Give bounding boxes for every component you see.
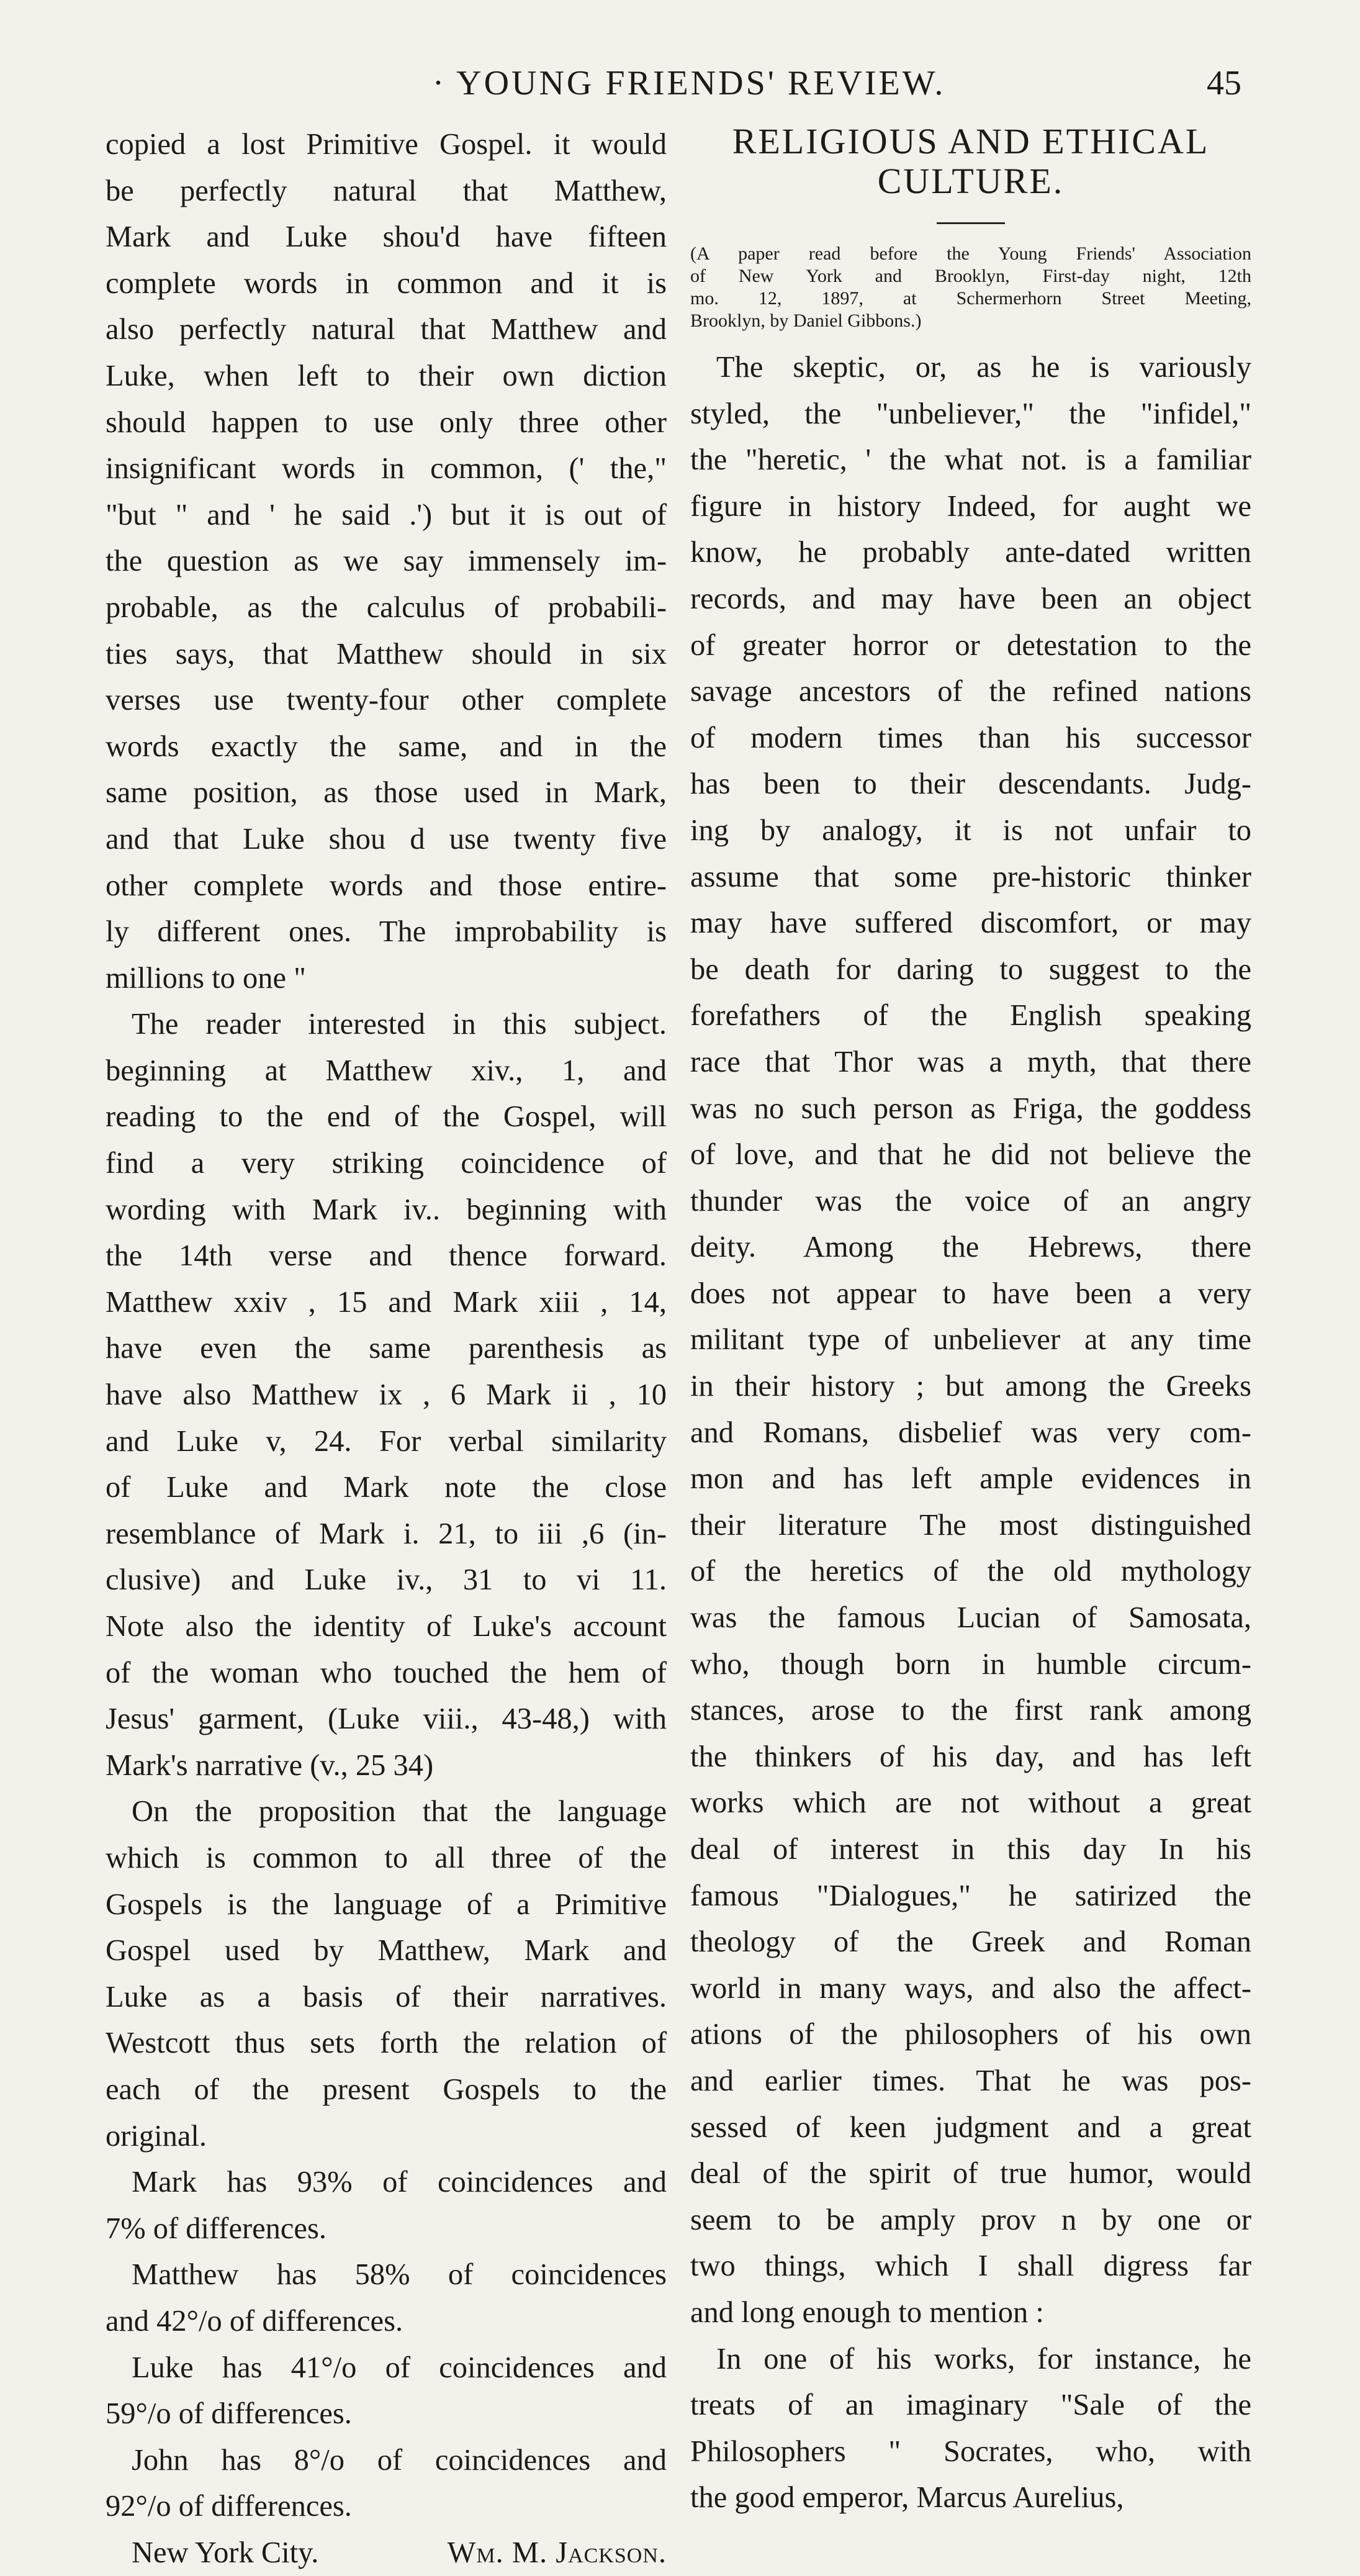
text-line: 92°/o of differences. [106, 2490, 352, 2523]
text-line: theology of the Greek and Roman [690, 1925, 1251, 1959]
journal-title: · YOUNG FRIENDS' REVIEW. [432, 64, 946, 102]
text-line: and Luke v, 24. For verbal similarity [106, 1424, 667, 1458]
right-column [690, 122, 1251, 2521]
text-line: 7% of differences. [106, 2212, 326, 2245]
text-line: In one of his works, for instance, he [716, 2342, 1251, 2375]
text-line: and long enough to mention : [690, 2295, 1044, 2329]
text-line: Luke, when left to their own diction [106, 359, 667, 392]
text-line: does not appear to have been a very [690, 1277, 1251, 1310]
text-line: The reader interested in this subject. [132, 1008, 667, 1041]
text-line: was no such person as Friga, the goddess [690, 1091, 1251, 1125]
text-line: 59°/o of differences. [106, 2397, 352, 2431]
paragraph [106, 2438, 667, 2530]
text-line: world in many ways, and also the affect- [690, 1971, 1251, 2005]
text-line: may have suffered discomfort, or may [690, 906, 1251, 940]
text-line: mon and has left ample evidences in [690, 1462, 1251, 1496]
text-line: Mark has 93% of coincidences and [132, 2166, 667, 2199]
text-line: famous "Dialogues," he satirized the [690, 1879, 1251, 1912]
text-line: clusive) and Luke iv., 31 to vi 11. [106, 1563, 667, 1597]
text-line: sessed of keen judgment and a great [690, 2110, 1251, 2144]
text-line: and Romans, disbelief was very com- [690, 1416, 1251, 1449]
paragraph [106, 122, 667, 1001]
text-line: each of the present Gospels to the [106, 2072, 667, 2106]
text-line: of the woman who touched the hem of [106, 1656, 667, 1689]
text-line: The skeptic, or, as he is variously [716, 351, 1251, 384]
text-line: verses use twenty-four other complete [106, 684, 667, 717]
text-line: of modern times than his successor [690, 721, 1251, 754]
text-line: records, and may have been an object [690, 582, 1251, 615]
right-column-body [690, 345, 1251, 2521]
article-title [690, 122, 1251, 201]
text-line: Matthew has 58% of coincidences [132, 2258, 667, 2292]
text-line: the thinkers of his day, and has left [690, 1740, 1251, 1773]
text-line: assume that some pre-historic thinker [690, 860, 1251, 893]
text-line: of the heretics of the old mythology [690, 1555, 1251, 1588]
text-line: forefathers of the English speaking [690, 999, 1251, 1033]
text-line: ing by analogy, it is not unfair to [690, 813, 1251, 847]
text-line: thunder was the voice of an angry [690, 1184, 1251, 1218]
text-line: works which are not without a great [690, 1786, 1251, 1820]
text-line: "but " and ' he said .') but it is out of [106, 498, 667, 531]
text-line: who, though born in humble circum- [690, 1647, 1251, 1681]
left-column [106, 122, 667, 2576]
signature-author: Wm. M. Jackson. [447, 2536, 667, 2569]
text-line: Mark and Luke shou'd have fifteen [106, 220, 667, 254]
text-line: in their history ; but among the Greeks [690, 1370, 1251, 1403]
text-line: wording with Mark iv.. beginning with [106, 1193, 667, 1226]
text-line: and 42°/o of differences. [106, 2304, 403, 2338]
text-line: same position, as those used in Mark, [106, 776, 667, 810]
text-line: Westcott thus sets forth the relation of [106, 2027, 667, 2060]
text-line: Note also the identity of Luke's account [106, 1610, 667, 1643]
paragraph [690, 2336, 1251, 2521]
text-line: two things, which I shall digress far [690, 2249, 1251, 2283]
note-line: (A paper read before the Young Friends' Association [690, 243, 1251, 264]
text-line: have even the same parenthesis as [106, 1332, 667, 1365]
note-line: of New York and Brooklyn, First-day night, 12th [690, 266, 1251, 286]
title-divider [937, 222, 1005, 224]
text-line: original. [106, 2119, 207, 2153]
paragraph [106, 2252, 667, 2344]
paragraph [106, 1001, 667, 1789]
text-line: words exactly the same, and in the [106, 730, 667, 763]
signature-line [106, 2530, 667, 2576]
paragraph [106, 2159, 667, 2252]
text-line: Luke has 41°/o of coincidences and [132, 2351, 667, 2384]
text-line: should happen to use only three other [106, 405, 667, 439]
text-line: resemblance of Mark i. 21, to iii ,6 (in- [106, 1517, 667, 1550]
text-line: Philosophers " Socrates, who, with [690, 2434, 1251, 2468]
text-line: deal of the spirit of true humor, would [690, 2157, 1251, 2190]
paragraph [106, 1789, 667, 2159]
text-line: ly different ones. The improbability is [106, 915, 667, 949]
text-line: stances, arose to the first rank among [690, 1694, 1251, 1727]
text-line: Luke as a basis of their narratives. [106, 1980, 667, 2013]
text-line: and that Luke shou d use twenty five [106, 822, 667, 856]
text-line: the question as we say immensely im- [106, 545, 667, 578]
running-header [0, 63, 1360, 113]
article-note [690, 243, 1251, 332]
text-line: reading to the end of the Gospel, will [106, 1100, 667, 1134]
left-column-body [106, 122, 667, 2530]
text-line: and earlier times. That he was pos- [690, 2064, 1251, 2097]
article-title-line: CULTURE. [877, 161, 1065, 201]
text-line: Gospel used by Matthew, Mark and [106, 1934, 667, 1968]
text-line: have also Matthew ix , 6 Mark ii , 10 [106, 1378, 667, 1412]
text-line: complete words in common and it is [106, 266, 667, 300]
text-line: ties says, that Matthew should in six [106, 637, 667, 671]
text-line: militant type of unbeliever at any time [690, 1323, 1251, 1357]
text-line: was the famous Lucian of Samosata, [690, 1601, 1251, 1635]
text-line: On the proposition that the language [132, 1795, 667, 1828]
text-line: of greater horror or detestation to the [690, 628, 1251, 662]
text-line: has been to their descendants. Judg- [690, 767, 1251, 801]
page-number: 45 [1207, 64, 1241, 102]
text-line: be perfectly natural that Matthew, [106, 174, 667, 207]
text-line: copied a lost Primitive Gospel. it would [106, 128, 667, 161]
text-line: which is common to all three of the [106, 1841, 667, 1874]
text-line: Jesus' garment, (Luke viii., 43-48,) with [106, 1702, 667, 1736]
text-line: the 14th verse and thence forward. [106, 1239, 667, 1273]
text-line: deal of interest in this day In his [690, 1833, 1251, 1866]
text-line: millions to one " [106, 961, 306, 995]
text-line: also perfectly natural that Matthew and [106, 313, 667, 346]
text-line: Gospels is the language of a Primitive [106, 1887, 667, 1921]
text-line: be death for daring to suggest to the [690, 952, 1251, 986]
text-line: beginning at Matthew xiv., 1, and [106, 1054, 667, 1087]
text-line: the "heretic, ' the what not. is a familiar [690, 443, 1251, 477]
signature-place: New York City. [132, 2536, 319, 2569]
paragraph [690, 345, 1251, 2336]
text-line: Mark's narrative (v., 25 34) [106, 1748, 434, 1782]
text-line: savage ancestors of the refined nations [690, 675, 1251, 708]
text-line: their literature The most distinguished [690, 1508, 1251, 1542]
text-line: treats of an imaginary "Sale of the [690, 2388, 1251, 2422]
text-line: styled, the "unbeliever," the "infidel," [690, 397, 1251, 430]
text-line: seem to be amply prov n by one or [690, 2203, 1251, 2236]
article-title-line: RELIGIOUS AND ETHICAL [732, 121, 1210, 161]
text-line: of Luke and Mark note the close [106, 1471, 667, 1504]
note-line: mo. 12, 1897, at Schermerhorn Street Meeting, [690, 288, 1251, 309]
text-line: insignificant words in common, (' the," [106, 452, 667, 486]
text-line: John has 8°/o of coincidences and [132, 2443, 667, 2477]
paragraph [106, 2345, 667, 2438]
text-line: ations of the philosophers of his own [690, 2018, 1251, 2051]
text-line: figure in history Indeed, for aught we [690, 489, 1251, 523]
text-line: of love, and that he did not believe the [690, 1138, 1251, 1172]
text-line: other complete words and those entire- [106, 869, 667, 902]
note-line: Brooklyn, by Daniel Gibbons.) [690, 310, 922, 331]
text-line: find a very striking coincidence of [106, 1147, 667, 1180]
text-line: Matthew xxiv , 15 and Mark xiii , 14, [106, 1285, 667, 1319]
text-line: deity. Among the Hebrews, there [690, 1231, 1251, 1264]
text-line: know, he probably ante-dated written [690, 536, 1251, 569]
text-line: the good emperor, Marcus Aurelius, [690, 2481, 1124, 2515]
text-line: race that Thor was a myth, that there [690, 1045, 1251, 1078]
text-line: probable, as the calculus of probabili- [106, 590, 667, 624]
